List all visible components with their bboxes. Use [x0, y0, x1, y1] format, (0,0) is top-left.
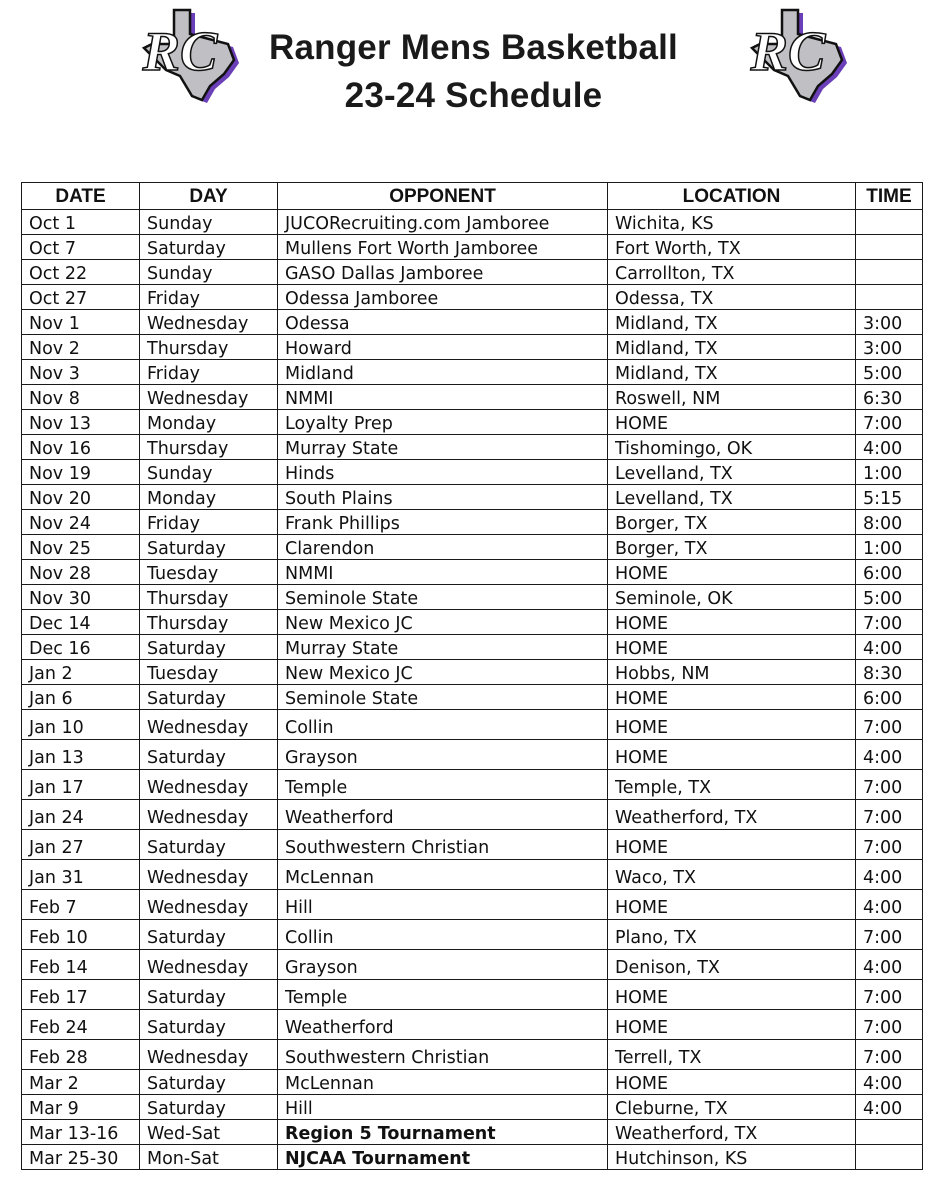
cell-date: Nov 20: [22, 485, 140, 510]
rc-logo-icon: [738, 4, 850, 104]
cell-opponent: NJCAA Tournament: [278, 1145, 608, 1170]
cell-opponent: Clarendon: [278, 535, 608, 560]
cell-date: Dec 14: [22, 610, 140, 635]
cell-location: Seminole, OK: [608, 585, 856, 610]
cell-day: Saturday: [140, 920, 278, 950]
cell-date: Nov 25: [22, 535, 140, 560]
cell-time: 4:00: [856, 1095, 923, 1120]
cell-location: HOME: [608, 740, 856, 770]
table-row: [22, 1010, 923, 1040]
cell-opponent: Odessa Jamboree: [278, 285, 608, 310]
cell-date: Feb 10: [22, 920, 140, 950]
cell-date: Dec 16: [22, 635, 140, 660]
table-row: [22, 610, 923, 635]
cell-date: Mar 9: [22, 1095, 140, 1120]
cell-opponent: Southwestern Christian: [278, 1040, 608, 1070]
schedule-table: [21, 182, 923, 1170]
table-row: [22, 335, 923, 360]
cell-date: Jan 27: [22, 830, 140, 860]
cell-day: Thursday: [140, 435, 278, 460]
cell-opponent: Grayson: [278, 950, 608, 980]
table-row: [22, 660, 923, 685]
cell-opponent: Collin: [278, 920, 608, 950]
logo-letters: RC: [142, 21, 218, 83]
table-row: [22, 235, 923, 260]
cell-location: Odessa, TX: [608, 285, 856, 310]
table-row: [22, 310, 923, 335]
cell-time: 4:00: [856, 740, 923, 770]
cell-time: 7:00: [856, 830, 923, 860]
cell-time: [856, 235, 923, 260]
cell-day: Tuesday: [140, 560, 278, 585]
table-row: [22, 980, 923, 1010]
table-row: [22, 740, 923, 770]
cell-date: Jan 13: [22, 740, 140, 770]
cell-date: Nov 1: [22, 310, 140, 335]
column-header-date: DATE: [22, 183, 140, 210]
cell-opponent: Southwestern Christian: [278, 830, 608, 860]
cell-day: Tuesday: [140, 660, 278, 685]
cell-time: 4:00: [856, 950, 923, 980]
cell-opponent: Hinds: [278, 460, 608, 485]
cell-time: [856, 1120, 923, 1145]
table-row: [22, 800, 923, 830]
cell-location: HOME: [608, 685, 856, 710]
cell-location: Temple, TX: [608, 770, 856, 800]
cell-opponent: Temple: [278, 770, 608, 800]
cell-time: 7:00: [856, 710, 923, 740]
table-row: [22, 410, 923, 435]
cell-location: HOME: [608, 1010, 856, 1040]
cell-date: Nov 19: [22, 460, 140, 485]
cell-time: [856, 210, 923, 235]
cell-time: 4:00: [856, 860, 923, 890]
cell-opponent: Temple: [278, 980, 608, 1010]
cell-date: Jan 31: [22, 860, 140, 890]
cell-location: HOME: [608, 610, 856, 635]
cell-opponent: Murray State: [278, 435, 608, 460]
cell-date: Nov 3: [22, 360, 140, 385]
table-row: [22, 1095, 923, 1120]
cell-day: Saturday: [140, 830, 278, 860]
cell-day: Saturday: [140, 635, 278, 660]
table-row: [22, 635, 923, 660]
cell-date: Oct 1: [22, 210, 140, 235]
cell-opponent: Grayson: [278, 740, 608, 770]
cell-day: Sunday: [140, 460, 278, 485]
cell-location: HOME: [608, 1070, 856, 1095]
cell-date: Feb 7: [22, 890, 140, 920]
cell-location: HOME: [608, 710, 856, 740]
table-row: [22, 1040, 923, 1070]
cell-day: Thursday: [140, 610, 278, 635]
cell-date: Jan 17: [22, 770, 140, 800]
page-header: [0, 0, 947, 180]
cell-date: Mar 13-16: [22, 1120, 140, 1145]
cell-date: Nov 16: [22, 435, 140, 460]
cell-opponent: Loyalty Prep: [278, 410, 608, 435]
cell-time: [856, 1145, 923, 1170]
cell-time: 5:00: [856, 360, 923, 385]
cell-opponent: Region 5 Tournament: [278, 1120, 608, 1145]
cell-day: Wednesday: [140, 385, 278, 410]
cell-day: Wednesday: [140, 800, 278, 830]
cell-opponent: Seminole State: [278, 685, 608, 710]
cell-date: Oct 22: [22, 260, 140, 285]
cell-day: Wednesday: [140, 860, 278, 890]
page-title: Ranger Mens Basketball: [269, 28, 678, 67]
cell-location: HOME: [608, 830, 856, 860]
cell-opponent: New Mexico JC: [278, 610, 608, 635]
table-row: [22, 770, 923, 800]
cell-opponent: Frank Phillips: [278, 510, 608, 535]
table-row: [22, 1070, 923, 1095]
cell-time: 3:00: [856, 335, 923, 360]
cell-location: HOME: [608, 635, 856, 660]
cell-time: 1:00: [856, 460, 923, 485]
cell-date: Mar 25-30: [22, 1145, 140, 1170]
cell-day: Thursday: [140, 335, 278, 360]
cell-time: 4:00: [856, 635, 923, 660]
cell-opponent: Weatherford: [278, 1010, 608, 1040]
cell-day: Saturday: [140, 1010, 278, 1040]
cell-day: Saturday: [140, 1095, 278, 1120]
cell-opponent: Hill: [278, 890, 608, 920]
table-row: [22, 460, 923, 485]
cell-day: Saturday: [140, 535, 278, 560]
cell-location: Denison, TX: [608, 950, 856, 980]
cell-time: [856, 285, 923, 310]
cell-day: Wednesday: [140, 890, 278, 920]
cell-location: Wichita, KS: [608, 210, 856, 235]
table-row: [22, 560, 923, 585]
cell-time: 8:00: [856, 510, 923, 535]
cell-time: 7:00: [856, 800, 923, 830]
cell-time: [856, 260, 923, 285]
cell-day: Wed-Sat: [140, 1120, 278, 1145]
cell-date: Nov 30: [22, 585, 140, 610]
table-row: [22, 890, 923, 920]
cell-location: Waco, TX: [608, 860, 856, 890]
cell-location: Midland, TX: [608, 310, 856, 335]
cell-day: Wednesday: [140, 1040, 278, 1070]
cell-date: Nov 28: [22, 560, 140, 585]
cell-location: Midland, TX: [608, 335, 856, 360]
cell-location: Hutchinson, KS: [608, 1145, 856, 1170]
cell-date: Feb 24: [22, 1010, 140, 1040]
cell-location: HOME: [608, 410, 856, 435]
cell-day: Saturday: [140, 235, 278, 260]
cell-opponent: New Mexico JC: [278, 660, 608, 685]
cell-day: Mon-Sat: [140, 1145, 278, 1170]
cell-opponent: McLennan: [278, 860, 608, 890]
cell-date: Feb 17: [22, 980, 140, 1010]
cell-location: Terrell, TX: [608, 1040, 856, 1070]
cell-location: Levelland, TX: [608, 460, 856, 485]
cell-opponent: Murray State: [278, 635, 608, 660]
cell-date: Nov 2: [22, 335, 140, 360]
cell-time: 1:00: [856, 535, 923, 560]
table-row: [22, 385, 923, 410]
cell-day: Wednesday: [140, 950, 278, 980]
cell-day: Friday: [140, 285, 278, 310]
cell-time: 8:30: [856, 660, 923, 685]
table-row: [22, 710, 923, 740]
cell-opponent: McLennan: [278, 1070, 608, 1095]
table-row: [22, 510, 923, 535]
cell-location: Roswell, NM: [608, 385, 856, 410]
cell-time: 4:00: [856, 435, 923, 460]
cell-day: Sunday: [140, 210, 278, 235]
table-row: [22, 860, 923, 890]
cell-location: HOME: [608, 980, 856, 1010]
cell-time: 5:15: [856, 485, 923, 510]
cell-opponent: JUCORecruiting.com Jamboree: [278, 210, 608, 235]
table-row: [22, 1120, 923, 1145]
table-row: [22, 210, 923, 235]
cell-location: Weatherford, TX: [608, 1120, 856, 1145]
cell-opponent: Howard: [278, 335, 608, 360]
cell-time: 7:00: [856, 1040, 923, 1070]
cell-date: Jan 24: [22, 800, 140, 830]
cell-date: Nov 8: [22, 385, 140, 410]
cell-opponent: Weatherford: [278, 800, 608, 830]
cell-date: Nov 13: [22, 410, 140, 435]
cell-time: 7:00: [856, 610, 923, 635]
cell-time: 3:00: [856, 310, 923, 335]
cell-location: HOME: [608, 560, 856, 585]
cell-opponent: NMMI: [278, 560, 608, 585]
cell-date: Jan 2: [22, 660, 140, 685]
table-row: [22, 360, 923, 385]
cell-date: Oct 7: [22, 235, 140, 260]
cell-day: Thursday: [140, 585, 278, 610]
page-subtitle: 23-24 Schedule: [344, 76, 603, 115]
table-row: [22, 685, 923, 710]
table-row: [22, 435, 923, 460]
cell-location: Carrollton, TX: [608, 260, 856, 285]
cell-day: Wednesday: [140, 310, 278, 335]
cell-opponent: Collin: [278, 710, 608, 740]
cell-date: Jan 10: [22, 710, 140, 740]
cell-time: 7:00: [856, 920, 923, 950]
table-row: [22, 585, 923, 610]
cell-date: Oct 27: [22, 285, 140, 310]
cell-date: Mar 2: [22, 1070, 140, 1095]
cell-day: Wednesday: [140, 710, 278, 740]
cell-location: Borger, TX: [608, 510, 856, 535]
cell-day: Sunday: [140, 260, 278, 285]
table-row: [22, 950, 923, 980]
cell-location: Cleburne, TX: [608, 1095, 856, 1120]
table-row: [22, 285, 923, 310]
table-header-row: [22, 183, 923, 210]
cell-day: Monday: [140, 485, 278, 510]
column-header-day: DAY: [140, 183, 278, 210]
column-header-opponent: OPPONENT: [278, 183, 608, 210]
cell-day: Monday: [140, 410, 278, 435]
cell-time: 7:00: [856, 1010, 923, 1040]
cell-location: Borger, TX: [608, 535, 856, 560]
cell-opponent: South Plains: [278, 485, 608, 510]
cell-time: 4:00: [856, 890, 923, 920]
column-header-time: TIME: [856, 183, 923, 210]
cell-date: Jan 6: [22, 685, 140, 710]
table-row: [22, 1145, 923, 1170]
table-row: [22, 485, 923, 510]
cell-day: Friday: [140, 510, 278, 535]
cell-opponent: Mullens Fort Worth Jamboree: [278, 235, 608, 260]
cell-date: Nov 24: [22, 510, 140, 535]
cell-time: 5:00: [856, 585, 923, 610]
cell-time: 7:00: [856, 980, 923, 1010]
cell-location: Tishomingo, OK: [608, 435, 856, 460]
cell-time: 6:00: [856, 685, 923, 710]
cell-opponent: GASO Dallas Jamboree: [278, 260, 608, 285]
cell-date: Feb 28: [22, 1040, 140, 1070]
cell-date: Feb 14: [22, 950, 140, 980]
cell-location: Weatherford, TX: [608, 800, 856, 830]
cell-location: Fort Worth, TX: [608, 235, 856, 260]
cell-day: Saturday: [140, 1070, 278, 1095]
cell-location: Plano, TX: [608, 920, 856, 950]
cell-day: Friday: [140, 360, 278, 385]
cell-day: Saturday: [140, 980, 278, 1010]
logo-letters: RC: [750, 21, 826, 83]
cell-time: 4:00: [856, 1070, 923, 1095]
table-row: [22, 535, 923, 560]
cell-location: Hobbs, NM: [608, 660, 856, 685]
cell-opponent: Midland: [278, 360, 608, 385]
cell-opponent: NMMI: [278, 385, 608, 410]
cell-day: Saturday: [140, 685, 278, 710]
table-row: [22, 830, 923, 860]
table-row: [22, 920, 923, 950]
cell-location: Levelland, TX: [608, 485, 856, 510]
cell-day: Saturday: [140, 740, 278, 770]
schedule-body: [22, 210, 923, 1170]
cell-opponent: Hill: [278, 1095, 608, 1120]
cell-time: 7:00: [856, 410, 923, 435]
cell-day: Wednesday: [140, 770, 278, 800]
cell-time: 6:30: [856, 385, 923, 410]
cell-location: HOME: [608, 890, 856, 920]
cell-opponent: Seminole State: [278, 585, 608, 610]
cell-location: Midland, TX: [608, 360, 856, 385]
table-row: [22, 260, 923, 285]
cell-opponent: Odessa: [278, 310, 608, 335]
cell-time: 7:00: [856, 770, 923, 800]
cell-time: 6:00: [856, 560, 923, 585]
column-header-location: LOCATION: [608, 183, 856, 210]
